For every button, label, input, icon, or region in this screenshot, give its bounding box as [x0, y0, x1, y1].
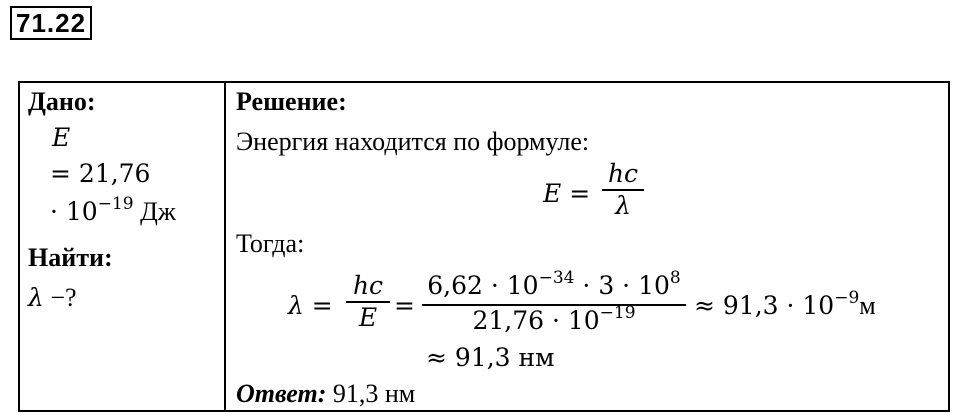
given-energy-value: = 21,76 — [50, 159, 151, 188]
given-heading: Дано: — [28, 87, 96, 116]
calc-f1-denominator: E — [358, 303, 378, 332]
given-energy-power: · $10^{-19}$ Дж — [50, 194, 176, 226]
formula-lhs: E = — [543, 179, 591, 208]
solution-intro: Энергия находится по формуле: — [236, 127, 590, 156]
calc-f1-numerator: hc — [352, 271, 384, 300]
energy-formula-fraction — [602, 159, 644, 221]
answer-line — [236, 379, 415, 409]
calc-fraction-2 — [422, 268, 686, 339]
formula-denominator: λ — [615, 191, 631, 220]
calc-f2-numerator: $6,62 \cdot 10^{-34} \cdot 3 \cdot 10^8$ — [427, 268, 681, 300]
given-energy-symbol: E — [52, 123, 71, 152]
solution-table — [18, 81, 950, 412]
column-divider — [224, 83, 226, 410]
find-heading: Найти: — [28, 243, 113, 272]
calc-equals: = — [394, 291, 415, 320]
solution-heading: Решение: — [236, 87, 347, 116]
calc-fraction-1 — [346, 271, 390, 333]
calc-lhs: λ = — [288, 291, 333, 320]
calc-approx-nm: ≈ 91,3 нм — [426, 343, 555, 372]
formula-numerator: hc — [607, 159, 639, 188]
find-expression: λ −? — [28, 283, 77, 312]
calc-approx-meters: ≈ $91,3 \cdot 10^{-9}м$ — [694, 288, 876, 320]
answer-label: Ответ: — [236, 379, 327, 408]
problem-number: 71.22 — [10, 6, 92, 40]
answer-value: 91,3 нм — [326, 379, 416, 408]
then-label: Тогда: — [236, 229, 305, 258]
calc-f2-denominator: $21,76 \cdot 10^{-19}$ — [472, 303, 636, 335]
